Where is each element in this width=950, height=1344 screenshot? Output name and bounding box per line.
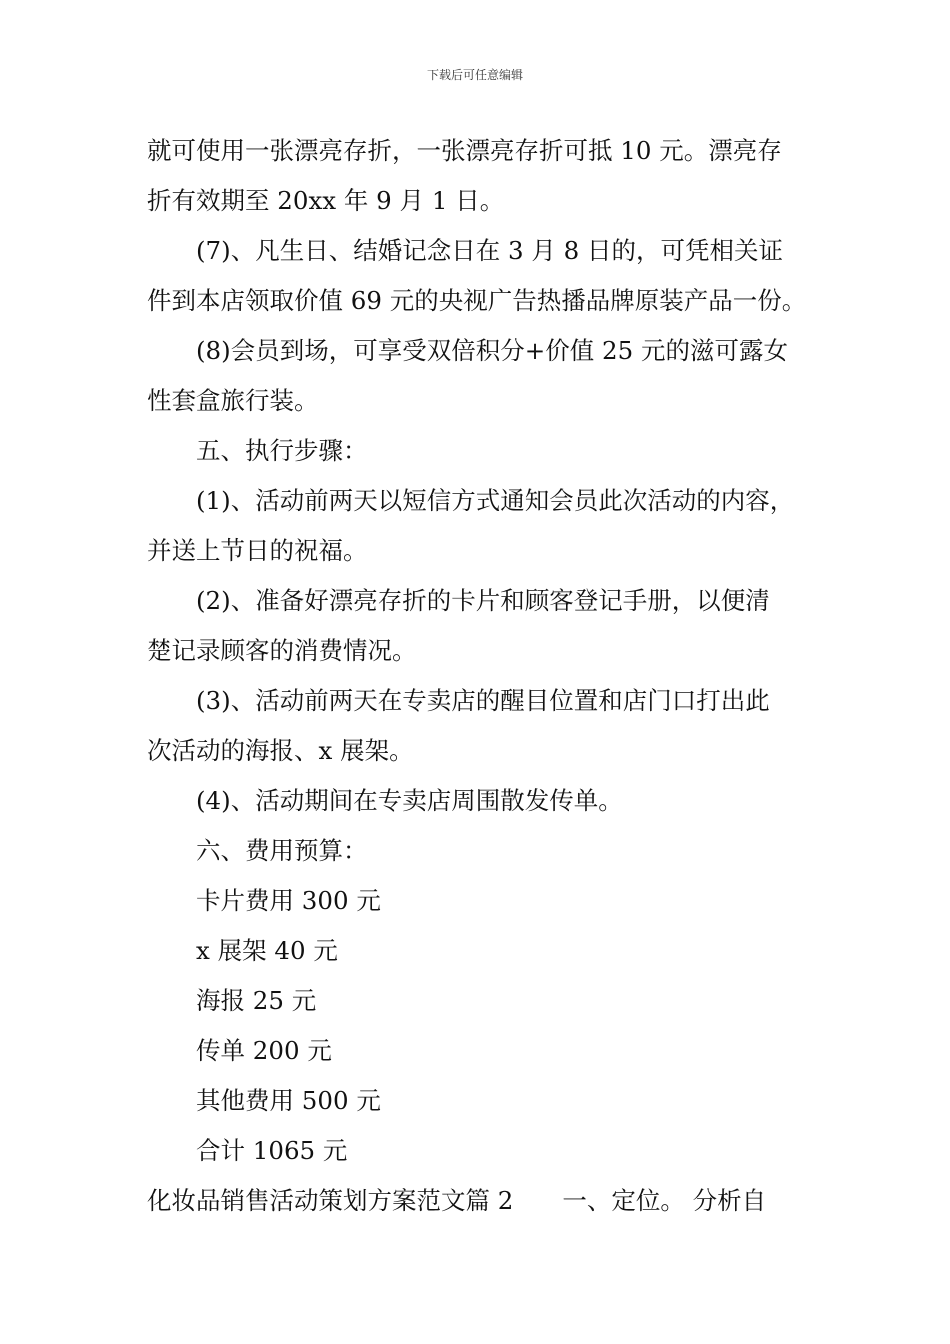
- section-heading: 五、执行步骤：: [196, 436, 368, 465]
- budget-item: 其他费用 500 元: [196, 1086, 381, 1115]
- budget-item: 卡片费用 300 元: [196, 886, 381, 915]
- paragraph-line: 折有效期至 20xx 年 9 月 1 日。: [147, 186, 505, 215]
- paragraph-line: 件到本店领取价值 69 元的央视广告热播品牌原装产品一份。: [147, 286, 807, 315]
- paragraph-line: 次活动的海报、x 展架。: [147, 736, 414, 765]
- paragraph-line: 性套盒旅行装。: [147, 386, 319, 415]
- paragraph-line: (8)会员到场，可享受双倍积分+价值 25 元的滋可露女: [196, 336, 788, 365]
- section-heading: 六、费用预算：: [196, 836, 368, 865]
- paragraph-line: 楚记录顾客的消费情况。: [147, 636, 417, 665]
- page-header-note: 下载后可任意编辑: [426, 68, 523, 82]
- paragraph-line: 就可使用一张漂亮存折，一张漂亮存折可抵 10 元。漂亮存: [147, 136, 782, 165]
- paragraph-line: 并送上节日的祝福。: [147, 536, 368, 565]
- next-section-title: 化妆品销售活动策划方案范文篇 2 一、定位。 分析自: [147, 1186, 767, 1215]
- paragraph-line: (7)、凡生日、结婚记念日在 3 月 8 日的，可凭相关证: [196, 236, 784, 265]
- budget-item: 海报 25 元: [196, 986, 317, 1015]
- budget-item: 传单 200 元: [196, 1036, 332, 1065]
- budget-total: 合计 1065 元: [196, 1136, 348, 1165]
- paragraph-line: (4)、活动期间在专卖店周围散发传单。: [196, 786, 623, 815]
- budget-item: x 展架 40 元: [196, 936, 338, 965]
- paragraph-line: (2)、准备好漂亮存折的卡片和顾客登记手册，以便清: [196, 586, 770, 615]
- document-body: [147, 126, 817, 1226]
- paragraph-line: (3)、活动前两天在专卖店的醒目位置和店门口打出此: [196, 686, 770, 715]
- paragraph-line: (1)、活动前两天以短信方式通知会员此次活动的内容，: [196, 486, 795, 515]
